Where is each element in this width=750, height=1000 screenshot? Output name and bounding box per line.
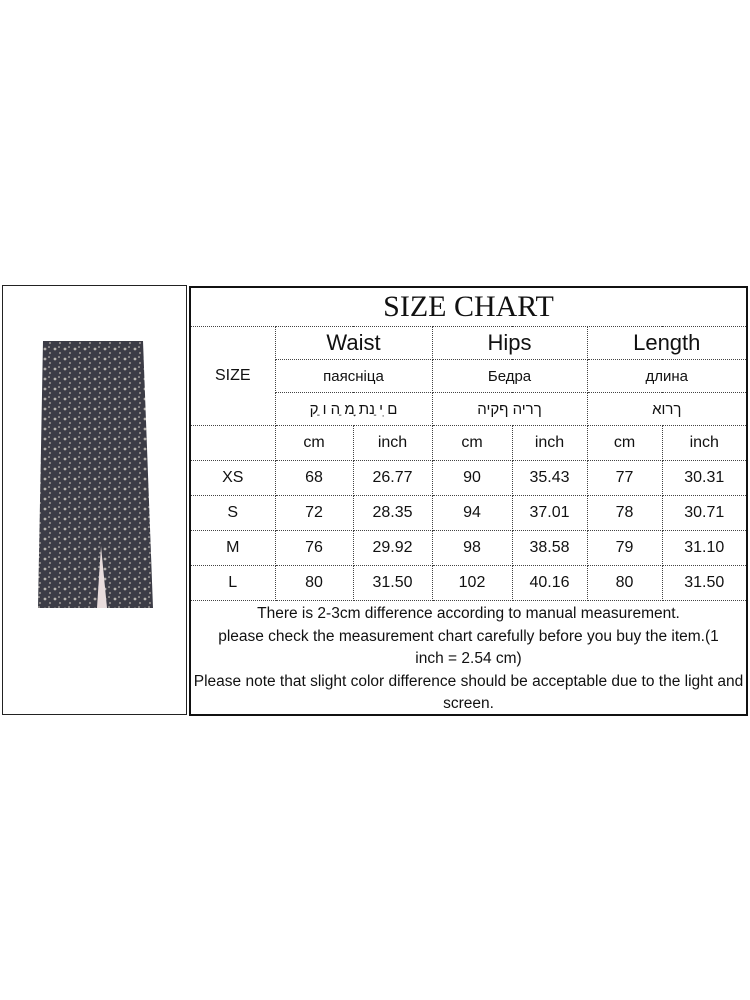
- value-cell: 29.92: [353, 531, 432, 566]
- size-cell: M: [191, 531, 275, 566]
- size-cell: S: [191, 496, 275, 531]
- value-cell: 30.71: [662, 496, 746, 531]
- value-cell: 72: [275, 496, 353, 531]
- value-cell: 26.77: [353, 461, 432, 496]
- notes: [191, 601, 746, 718]
- table-row: [191, 566, 746, 601]
- value-cell: 98: [432, 531, 512, 566]
- hips-ru: Бедра: [432, 360, 587, 393]
- note: Please note that slight color difference should be acceptable due to the light and screen.: [193, 672, 744, 712]
- value-cell: 79: [587, 531, 662, 566]
- unit-inch: inch: [353, 426, 432, 461]
- unit-cm: cm: [275, 426, 353, 461]
- value-cell: 77: [587, 461, 662, 496]
- length-ru: длина: [587, 360, 746, 393]
- waist-ru: паясніца: [275, 360, 432, 393]
- unit-inch: inch: [512, 426, 587, 461]
- table-row: [191, 531, 746, 566]
- skirt-illustration: [3, 286, 188, 716]
- value-cell: 37.01: [512, 496, 587, 531]
- size-header: SIZE: [191, 327, 275, 426]
- value-cell: 76: [275, 531, 353, 566]
- size-chart: [189, 286, 748, 716]
- value-cell: 94: [432, 496, 512, 531]
- hips-header: Hips: [432, 327, 587, 360]
- unit-cm: cm: [432, 426, 512, 461]
- chart-title: SIZE CHART: [191, 288, 746, 327]
- size-cell: XS: [191, 461, 275, 496]
- value-cell: 31.50: [662, 566, 746, 601]
- hips-he: ךריה ףקיה: [432, 393, 587, 426]
- waist-he: ם ִי ַנת ָמ ַה ו ַק: [275, 393, 432, 426]
- product-image: [2, 285, 187, 715]
- value-cell: 102: [432, 566, 512, 601]
- unit-inch: inch: [662, 426, 746, 461]
- value-cell: 31.50: [353, 566, 432, 601]
- unit-cm: cm: [587, 426, 662, 461]
- length-header: Length: [587, 327, 746, 360]
- table-row: [191, 496, 746, 531]
- value-cell: 30.31: [662, 461, 746, 496]
- length-he: ךרוא: [587, 393, 746, 426]
- waist-header: Waist: [275, 327, 432, 360]
- value-cell: 80: [587, 566, 662, 601]
- value-cell: 28.35: [353, 496, 432, 531]
- table-row: [191, 461, 746, 496]
- value-cell: 40.16: [512, 566, 587, 601]
- size-cell: L: [191, 566, 275, 601]
- note: please check the measurement chart carefully before you buy the item.(1 inch = 2.54 cm): [218, 627, 719, 667]
- value-cell: 38.58: [512, 531, 587, 566]
- value-cell: 90: [432, 461, 512, 496]
- note: There is 2-3cm difference according to manual measurement.: [257, 605, 680, 622]
- value-cell: 78: [587, 496, 662, 531]
- value-cell: 68: [275, 461, 353, 496]
- value-cell: 80: [275, 566, 353, 601]
- blank: [191, 426, 275, 461]
- value-cell: 31.10: [662, 531, 746, 566]
- value-cell: 35.43: [512, 461, 587, 496]
